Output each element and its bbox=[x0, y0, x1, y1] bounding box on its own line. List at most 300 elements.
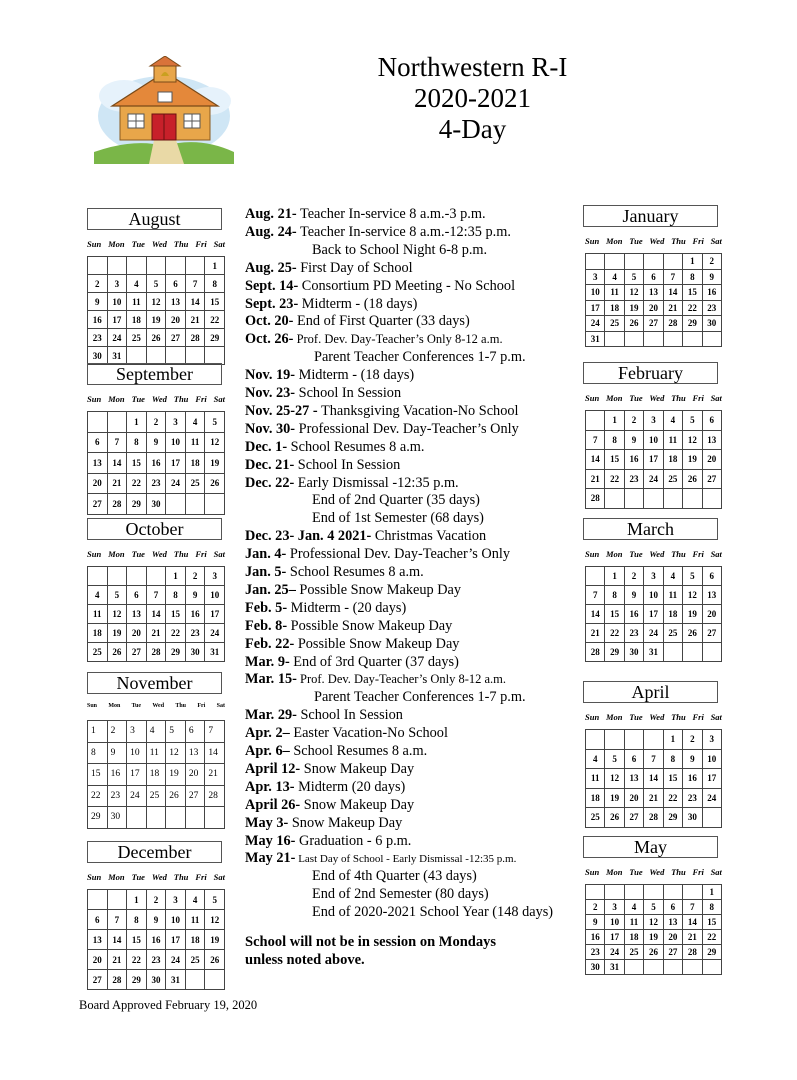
event-item bbox=[245, 582, 461, 598]
calendar-day: 15 bbox=[702, 915, 721, 930]
weekday-label: Wed bbox=[151, 872, 167, 882]
event-date: April 26- bbox=[245, 796, 301, 813]
weekday-label: Sat bbox=[213, 872, 225, 882]
event-description: First Day of School bbox=[296, 259, 413, 276]
calendar-day: 22 bbox=[605, 624, 624, 643]
calendar-day: 5 bbox=[644, 900, 663, 915]
calendar-day: 12 bbox=[205, 910, 225, 930]
calendar-week-row bbox=[586, 730, 722, 750]
calendar-day: 26 bbox=[644, 945, 663, 960]
calendar-day: 22 bbox=[205, 311, 225, 329]
event-description: School Resumes 8 a.m. bbox=[287, 438, 425, 455]
calendar-day: 14 bbox=[644, 769, 663, 789]
calendar-day: 24 bbox=[166, 473, 186, 494]
calendar-week-row bbox=[586, 788, 722, 808]
title-line-2: 2020-2021 bbox=[414, 83, 531, 113]
calendar-day: 5 bbox=[205, 412, 225, 433]
weekday-label: Tue bbox=[131, 703, 142, 709]
calendar-day: 10 bbox=[166, 910, 186, 930]
weekday-label: Wed bbox=[151, 394, 167, 404]
calendar-week-row bbox=[586, 900, 722, 915]
calendar-day bbox=[88, 890, 108, 910]
weekday-label: Mon bbox=[605, 393, 623, 403]
calendar-day bbox=[644, 960, 663, 975]
event-description: School Resumes 8 a.m. bbox=[289, 743, 428, 759]
weekday-label: Tue bbox=[629, 712, 643, 722]
calendar-day: 24 bbox=[644, 624, 663, 643]
event-item bbox=[245, 260, 413, 276]
calendar-day: 14 bbox=[185, 293, 205, 311]
calendar-day: 27 bbox=[702, 624, 721, 643]
weekday-header bbox=[585, 236, 722, 246]
calendar-day: 14 bbox=[205, 742, 225, 764]
calendar-day bbox=[88, 412, 108, 433]
calendar-day bbox=[605, 730, 624, 750]
event-date: Mar. 9- bbox=[245, 653, 290, 670]
calendar-day: 22 bbox=[166, 624, 186, 643]
weekday-label: Sat bbox=[213, 239, 225, 249]
calendar-week-row bbox=[586, 808, 722, 828]
calendar-day: 16 bbox=[624, 605, 643, 624]
weekday-label: Thu bbox=[175, 703, 187, 709]
weekday-label: Fri bbox=[692, 712, 704, 722]
calendar-day: 24 bbox=[127, 785, 147, 807]
calendar-day: 17 bbox=[107, 311, 127, 329]
calendar-day: 29 bbox=[605, 643, 624, 662]
calendar-day: 24 bbox=[644, 469, 663, 489]
calendar-week-row bbox=[586, 450, 722, 470]
calendar-day: 21 bbox=[683, 930, 702, 945]
calendar-day: 11 bbox=[185, 910, 205, 930]
calendar-week-row bbox=[88, 412, 225, 433]
calendar-day bbox=[127, 257, 147, 275]
weekday-label: Wed bbox=[151, 549, 167, 559]
weekday-label: Sat bbox=[710, 867, 722, 877]
calendar-day: 26 bbox=[605, 808, 624, 828]
calendar-day: 15 bbox=[88, 764, 108, 786]
month-title-november: November bbox=[87, 672, 222, 694]
calendar-day: 29 bbox=[88, 807, 108, 829]
calendar-day bbox=[644, 331, 663, 347]
calendar-day: 16 bbox=[586, 930, 605, 945]
calendar-day: 20 bbox=[624, 788, 643, 808]
calendar-day: 15 bbox=[663, 769, 682, 789]
event-item bbox=[245, 815, 402, 831]
calendar-day bbox=[663, 643, 682, 662]
calendar-day: 29 bbox=[127, 970, 147, 990]
calendar-week-row bbox=[88, 970, 225, 990]
calendar-day: 16 bbox=[185, 605, 205, 624]
calendar-week-row bbox=[586, 915, 722, 930]
calendar-week-row bbox=[88, 329, 225, 347]
calendar-day bbox=[605, 489, 624, 509]
calendar-day: 14 bbox=[683, 915, 702, 930]
calendar-day: 16 bbox=[702, 285, 721, 301]
calendar-day bbox=[683, 643, 702, 662]
calendar-day: 14 bbox=[586, 605, 605, 624]
calendar-day: 18 bbox=[624, 930, 643, 945]
calendar-day: 23 bbox=[146, 473, 166, 494]
weekday-label: Sun bbox=[87, 239, 102, 249]
calendar-grid bbox=[87, 889, 225, 990]
calendar-day bbox=[166, 807, 186, 829]
calendar-day bbox=[605, 254, 624, 270]
calendar-day: 19 bbox=[624, 300, 643, 316]
event-item bbox=[245, 296, 417, 312]
event-description: Christmas Vacation bbox=[371, 528, 487, 545]
event-description: Consortium PD Meeting - No School bbox=[298, 277, 516, 294]
weekday-label: Sat bbox=[710, 393, 722, 403]
calendar-day: 4 bbox=[185, 890, 205, 910]
calendar-day bbox=[683, 960, 702, 975]
calendar-day bbox=[166, 494, 186, 515]
calendar-day: 9 bbox=[107, 742, 127, 764]
calendar-week-row bbox=[88, 890, 225, 910]
calendar-day: 7 bbox=[663, 269, 682, 285]
calendar-day: 13 bbox=[702, 586, 721, 605]
calendar-day: 5 bbox=[166, 721, 186, 743]
calendar-week-row bbox=[88, 494, 225, 515]
calendar-day: 4 bbox=[663, 411, 682, 431]
calendar-day: 22 bbox=[127, 473, 147, 494]
calendar-day: 26 bbox=[205, 950, 225, 970]
calendar-day: 13 bbox=[702, 430, 721, 450]
calendar-day: 27 bbox=[185, 785, 205, 807]
calendar-day: 10 bbox=[205, 586, 225, 605]
calendar-day: 31 bbox=[586, 331, 605, 347]
calendar-day bbox=[644, 254, 663, 270]
calendar-day: 31 bbox=[107, 347, 127, 365]
weekday-label: Fri bbox=[195, 239, 207, 249]
calendar-day: 18 bbox=[146, 764, 166, 786]
event-date: May 21- bbox=[245, 850, 296, 867]
calendar-day: 31 bbox=[644, 643, 663, 662]
calendar-week-row bbox=[88, 764, 225, 786]
calendar-day: 22 bbox=[663, 788, 682, 808]
page-title bbox=[330, 52, 615, 145]
calendar-day: 10 bbox=[702, 749, 721, 769]
event-description: Possible Snow Makeup Day bbox=[294, 635, 460, 652]
event-description: Teacher In-service 8 a.m.-12:35 p.m. bbox=[296, 223, 511, 240]
calendar-day: 13 bbox=[88, 930, 108, 950]
calendar-day: 10 bbox=[644, 430, 663, 450]
calendar-day: 2 bbox=[624, 411, 643, 431]
weekday-label: Sun bbox=[585, 236, 600, 246]
calendar-day: 25 bbox=[663, 469, 682, 489]
event-item bbox=[312, 510, 484, 526]
calendar-day: 20 bbox=[88, 950, 108, 970]
calendar-day bbox=[127, 567, 147, 586]
calendar-week-row bbox=[586, 300, 722, 316]
calendar-day: 20 bbox=[663, 930, 682, 945]
calendar-day: 1 bbox=[605, 411, 624, 431]
weekday-label: Tue bbox=[131, 239, 145, 249]
calendar-day: 18 bbox=[663, 605, 682, 624]
weekday-label: Wed bbox=[649, 549, 665, 559]
event-date: Dec. 1- bbox=[245, 438, 288, 455]
calendar-day: 21 bbox=[107, 950, 127, 970]
weekday-label: Sun bbox=[585, 712, 600, 722]
calendar-day: 28 bbox=[107, 494, 127, 515]
calendar-day: 10 bbox=[644, 586, 663, 605]
calendar-day: 8 bbox=[205, 275, 225, 293]
event-description: Easter Vacation-No School bbox=[289, 725, 448, 742]
calendar-day: 3 bbox=[586, 269, 605, 285]
event-item bbox=[245, 636, 459, 652]
calendar-day: 22 bbox=[702, 930, 721, 945]
calendar-day: 23 bbox=[88, 329, 108, 347]
weekday-label: Fri bbox=[692, 867, 704, 877]
calendar-day bbox=[185, 807, 205, 829]
event-description: Midterm (20 days) bbox=[294, 778, 406, 795]
calendar-day: 16 bbox=[683, 769, 702, 789]
calendar-day: 19 bbox=[107, 624, 127, 643]
weekday-label: Sun bbox=[87, 549, 102, 559]
calendar-week-row bbox=[88, 347, 225, 365]
calendar-day: 17 bbox=[127, 764, 147, 786]
calendar-day bbox=[166, 257, 186, 275]
event-item bbox=[245, 707, 403, 723]
calendar-grid bbox=[87, 256, 225, 365]
event-date: Sept. 23- bbox=[245, 295, 299, 312]
calendar-day bbox=[663, 489, 682, 509]
calendar-day: 20 bbox=[644, 300, 663, 316]
event-description: Professional Dev. Day-Teacher’s Only bbox=[295, 420, 519, 437]
calendar-day: 12 bbox=[605, 769, 624, 789]
event-description: Snow Makeup Day bbox=[300, 760, 415, 777]
weekday-label: Fri bbox=[692, 393, 704, 403]
calendar-day bbox=[663, 960, 682, 975]
event-date: Nov. 19- bbox=[245, 367, 296, 384]
event-item bbox=[245, 654, 459, 670]
weekday-label: Tue bbox=[629, 549, 643, 559]
calendar-day: 10 bbox=[127, 742, 147, 764]
calendar-day: 29 bbox=[702, 945, 721, 960]
weekday-label: Mon bbox=[108, 394, 125, 404]
weekday-label: Thu bbox=[671, 549, 686, 559]
event-date: Jan. 25– bbox=[245, 581, 296, 598]
calendar-day: 21 bbox=[107, 473, 127, 494]
weekday-label: Mon bbox=[108, 549, 125, 559]
calendar-day: 5 bbox=[107, 586, 127, 605]
calendar-day: 26 bbox=[107, 643, 127, 662]
weekday-label: Fri bbox=[195, 872, 207, 882]
calendar-day: 30 bbox=[88, 347, 108, 365]
weekday-label: Fri bbox=[692, 549, 704, 559]
calendar-day: 4 bbox=[127, 275, 147, 293]
event-date: Aug. 25- bbox=[245, 259, 297, 276]
calendar-day bbox=[683, 331, 702, 347]
calendar-grid bbox=[87, 566, 225, 662]
calendar-day: 9 bbox=[185, 586, 205, 605]
calendar-day: 24 bbox=[205, 624, 225, 643]
calendar-day: 2 bbox=[702, 254, 721, 270]
calendar-grid bbox=[87, 411, 225, 515]
event-description: Snow Makeup Day bbox=[288, 814, 403, 831]
calendar-day: 5 bbox=[683, 567, 702, 586]
calendar-day: 19 bbox=[683, 605, 702, 624]
calendar-day bbox=[146, 347, 166, 365]
calendar-day: 17 bbox=[586, 300, 605, 316]
calendar-day: 19 bbox=[166, 764, 186, 786]
weekday-label: Wed bbox=[152, 703, 165, 709]
weekday-label: Sat bbox=[710, 549, 722, 559]
calendar-day bbox=[185, 970, 205, 990]
weekday-label: Wed bbox=[649, 236, 665, 246]
calendar-day: 14 bbox=[663, 285, 682, 301]
calendar-day bbox=[88, 567, 108, 586]
calendar-day: 25 bbox=[127, 329, 147, 347]
calendar-day bbox=[683, 885, 702, 900]
calendar-day: 30 bbox=[107, 807, 127, 829]
calendar-day: 24 bbox=[166, 950, 186, 970]
calendar-day: 8 bbox=[605, 430, 624, 450]
calendar-day: 13 bbox=[663, 915, 682, 930]
calendar-day: 19 bbox=[683, 450, 702, 470]
calendar-week-row bbox=[88, 453, 225, 474]
calendar-week-row bbox=[88, 432, 225, 453]
calendar-day: 26 bbox=[205, 473, 225, 494]
calendar-day: 19 bbox=[205, 930, 225, 950]
calendar-day: 3 bbox=[166, 412, 186, 433]
calendar-day: 18 bbox=[185, 453, 205, 474]
calendar-day: 18 bbox=[88, 624, 108, 643]
calendar-day: 15 bbox=[127, 453, 147, 474]
event-item bbox=[245, 224, 511, 240]
weekday-label: Tue bbox=[629, 867, 643, 877]
calendar-day: 1 bbox=[166, 567, 186, 586]
calendar-day bbox=[107, 257, 127, 275]
calendar-day: 28 bbox=[644, 808, 663, 828]
calendar-week-row bbox=[88, 742, 225, 764]
calendar-day: 18 bbox=[185, 930, 205, 950]
calendar-day: 9 bbox=[702, 269, 721, 285]
calendar-day: 13 bbox=[624, 769, 643, 789]
calendar-day: 9 bbox=[146, 910, 166, 930]
event-date: Nov. 25-27 - bbox=[245, 402, 318, 419]
event-item bbox=[245, 457, 400, 473]
calendar-day: 1 bbox=[127, 890, 147, 910]
calendar-day: 18 bbox=[605, 300, 624, 316]
note-line-2: unless noted above. bbox=[245, 952, 365, 968]
calendar-week-row bbox=[88, 910, 225, 930]
calendar-week-row bbox=[88, 643, 225, 662]
event-description: End of 4th Quarter (43 days) bbox=[312, 868, 477, 885]
calendar-day: 11 bbox=[185, 432, 205, 453]
calendar-week-row bbox=[586, 331, 722, 347]
calendar-day: 19 bbox=[146, 311, 166, 329]
calendar-day: 3 bbox=[107, 275, 127, 293]
calendar-day: 2 bbox=[683, 730, 702, 750]
event-description: Back to School Night 6-8 p.m. bbox=[312, 241, 488, 258]
month-title-april: April bbox=[583, 681, 718, 703]
weekday-label: Mon bbox=[108, 239, 125, 249]
calendar-day: 25 bbox=[88, 643, 108, 662]
calendar-day: 24 bbox=[702, 788, 721, 808]
calendar-day bbox=[107, 412, 127, 433]
calendar-day: 2 bbox=[586, 900, 605, 915]
calendar-day: 4 bbox=[663, 567, 682, 586]
calendar-day: 12 bbox=[205, 432, 225, 453]
calendar-day: 30 bbox=[146, 494, 166, 515]
calendar-day: 1 bbox=[205, 257, 225, 275]
calendar-day bbox=[205, 970, 225, 990]
event-description: Last Day of School - Early Dismissal -12:35 p.m. bbox=[295, 853, 517, 866]
calendar-day: 16 bbox=[624, 450, 643, 470]
calendar-day: 17 bbox=[702, 769, 721, 789]
calendar-week-row bbox=[88, 605, 225, 624]
calendar-week-row bbox=[88, 293, 225, 311]
weekday-label: Thu bbox=[671, 867, 686, 877]
event-description: Possible Snow Makeup Day bbox=[287, 617, 453, 634]
calendar-day bbox=[88, 257, 108, 275]
calendar-week-row bbox=[586, 769, 722, 789]
calendar-day: 5 bbox=[146, 275, 166, 293]
calendar-day: 11 bbox=[624, 915, 643, 930]
calendar-day: 19 bbox=[205, 453, 225, 474]
calendar-day: 4 bbox=[586, 749, 605, 769]
weekday-label: Sun bbox=[585, 549, 600, 559]
calendar-day: 1 bbox=[683, 254, 702, 270]
calendar-day: 25 bbox=[624, 945, 643, 960]
event-date: Feb. 8- bbox=[245, 617, 288, 634]
calendar-day: 1 bbox=[702, 885, 721, 900]
calendar-day: 28 bbox=[586, 489, 605, 509]
calendar-day: 15 bbox=[166, 605, 186, 624]
event-date: April 12- bbox=[245, 760, 301, 777]
calendar-day: 6 bbox=[185, 721, 205, 743]
calendar-day: 15 bbox=[605, 450, 624, 470]
event-date: Dec. 22- bbox=[245, 474, 295, 491]
calendar-day: 10 bbox=[586, 285, 605, 301]
calendar-day: 2 bbox=[185, 567, 205, 586]
weekday-label: Thu bbox=[173, 239, 189, 249]
calendar-day: 27 bbox=[663, 945, 682, 960]
calendar-day: 3 bbox=[644, 567, 663, 586]
weekday-header bbox=[87, 703, 225, 709]
calendar-day: 6 bbox=[88, 910, 108, 930]
calendar-day: 4 bbox=[185, 412, 205, 433]
calendar-day: 5 bbox=[683, 411, 702, 431]
calendar-day: 24 bbox=[586, 316, 605, 332]
calendar-grid bbox=[585, 884, 722, 975]
calendar-day: 25 bbox=[605, 316, 624, 332]
event-item bbox=[245, 367, 414, 383]
calendar-day: 28 bbox=[146, 643, 166, 662]
event-description: Midterm - (18 days) bbox=[295, 367, 415, 384]
weekday-label: Tue bbox=[629, 236, 643, 246]
calendar-day: 5 bbox=[205, 890, 225, 910]
calendar-day: 3 bbox=[166, 890, 186, 910]
event-date: Dec. 23- Jan. 4 2021- bbox=[245, 528, 372, 545]
calendar-day: 23 bbox=[586, 945, 605, 960]
schoolhouse-icon bbox=[94, 56, 234, 164]
calendar-day: 24 bbox=[605, 945, 624, 960]
event-item bbox=[245, 761, 414, 777]
calendar-week-row bbox=[586, 567, 722, 586]
calendar-day bbox=[185, 494, 205, 515]
weekday-label: Tue bbox=[131, 872, 145, 882]
calendar-day: 13 bbox=[127, 605, 147, 624]
calendar-day bbox=[586, 411, 605, 431]
event-item bbox=[245, 725, 448, 741]
event-item bbox=[245, 278, 515, 294]
calendar-day: 8 bbox=[663, 749, 682, 769]
calendar-week-row bbox=[586, 489, 722, 509]
weekday-header bbox=[87, 239, 225, 249]
calendar-day: 22 bbox=[683, 300, 702, 316]
event-item bbox=[245, 313, 470, 329]
